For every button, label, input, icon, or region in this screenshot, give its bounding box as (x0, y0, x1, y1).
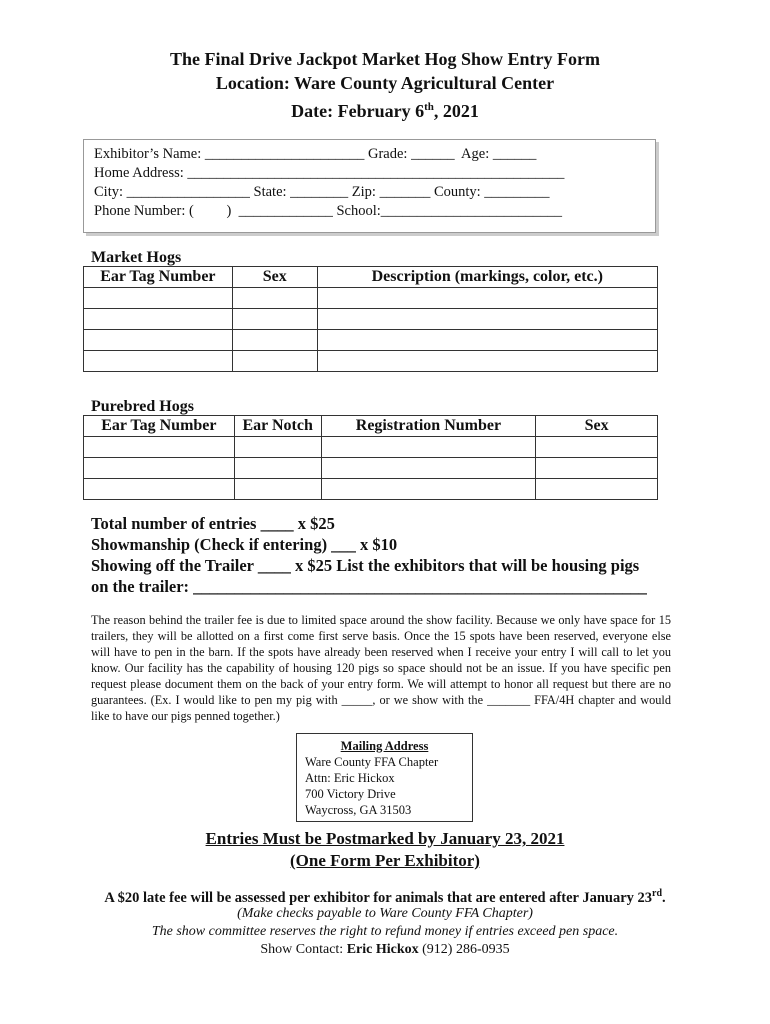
table-row (84, 309, 658, 330)
exhibitor-info-box (83, 139, 656, 233)
table-cell[interactable] (84, 479, 235, 500)
table-cell[interactable] (84, 458, 235, 479)
table-cell[interactable] (317, 309, 657, 330)
col-sex: Sex (232, 267, 317, 288)
date-prefix: Date: February 6 (291, 101, 425, 121)
table-row (84, 437, 658, 458)
col-sex: Sex (536, 416, 658, 437)
refund-note: The show committee reserves the right to refund money if entries exceed pen space. (151, 924, 619, 939)
table-cell[interactable] (317, 330, 657, 351)
mailing-line: Attn: Eric Hickox (305, 771, 395, 785)
contact-label: Show Contact: (260, 942, 347, 957)
table-cell[interactable] (84, 330, 233, 351)
trailer-line[interactable]: Showing off the Trailer ____ x $25 List the exhibitors that will be housing pigs (91, 556, 640, 575)
mailing-address-header: Mailing Address (340, 739, 429, 753)
contact-phone: (912) 286-0935 (418, 942, 510, 957)
deadline-line: Entries Must be Postmarked by January 23, 2021 (205, 829, 565, 848)
mailing-line: Waycross, GA 31503 (305, 803, 412, 817)
trailer-fee-note: The reason behind the trailer fee is due to limited space around the show facility. Because we only have space for 15 trailers, they will be allotted on a first come first serve basis. Once the 15 spots have been reserved, everyone else will have to pen in the barn. If the spots have already been reserved when I receive your entry I will call to let you know. Our facility has the capability of housing 120 pigs so space should not be an issue. If you have specific pen request please document them on the back of your entry form. We will attempt to honor all request but there are no guarantees. (Ex. I would like to pen my pig with _____, or we show with the _______ FFA/4H chapter and would like to have our pigs penned together.) (91, 613, 671, 723)
showmanship-line[interactable]: Showmanship (Check if entering) ___ x $10 (91, 535, 398, 554)
col-ear-tag: Ear Tag Number (84, 267, 233, 288)
table-cell[interactable] (84, 288, 233, 309)
mailing-line: Ware County FFA Chapter (305, 755, 439, 769)
purebred-hogs-table (83, 415, 658, 500)
date-suffix: , 2021 (433, 101, 479, 121)
table-row (84, 351, 658, 372)
table-cell[interactable] (234, 479, 321, 500)
late-fee-text: A $20 late fee will be assessed per exhibitor for animals that are entered after January 23 (104, 889, 653, 906)
table-row (84, 458, 658, 479)
table-row (84, 330, 658, 351)
table-cell[interactable] (536, 437, 658, 458)
form-date (0, 96, 770, 122)
table-header-row (84, 267, 658, 288)
col-ear-tag: Ear Tag Number (84, 416, 235, 437)
purebred-hogs-label: Purebred Hogs (91, 398, 194, 415)
show-contact (0, 941, 770, 959)
table-cell[interactable] (321, 437, 536, 458)
table-cell[interactable] (321, 479, 536, 500)
mailing-line: 700 Victory Drive (305, 787, 396, 801)
market-hogs-table (83, 266, 658, 372)
table-cell[interactable] (232, 330, 317, 351)
table-cell[interactable] (536, 479, 658, 500)
form-title: The Final Drive Jackpot Market Hog Show Entry Form (170, 49, 600, 69)
col-ear-notch: Ear Notch (234, 416, 321, 437)
col-description: Description (markings, color, etc.) (317, 267, 657, 288)
table-cell[interactable] (232, 288, 317, 309)
total-entries-line[interactable]: Total number of entries ____ x $25 (91, 514, 335, 533)
form-location: Location: Ware County Agricultural Center (215, 73, 555, 93)
checks-payable-note: (Make checks payable to Ware County FFA Chapter) (237, 906, 533, 921)
table-cell[interactable] (84, 309, 233, 330)
one-form-note: (One Form Per Exhibitor) (290, 851, 480, 870)
late-fee-sup: rd (652, 888, 663, 899)
market-hogs-label: Market Hogs (91, 249, 182, 266)
table-cell[interactable] (317, 288, 657, 309)
contact-name: Eric Hickox (346, 942, 419, 957)
table-cell[interactable] (317, 351, 657, 372)
table-cell[interactable] (536, 458, 658, 479)
table-cell[interactable] (84, 351, 233, 372)
late-fee-end: . (662, 889, 666, 906)
table-cell[interactable] (234, 437, 321, 458)
mailing-address-box (296, 733, 473, 822)
col-registration: Registration Number (321, 416, 536, 437)
table-cell[interactable] (232, 309, 317, 330)
table-row (84, 288, 658, 309)
table-row (84, 479, 658, 500)
trailer-exhibitors-line[interactable]: on the trailer: _______________________________________________________ (91, 577, 647, 596)
city-state-line[interactable]: City: _________________ State: ________ Zip: _______ County: _________ (94, 184, 550, 200)
table-cell[interactable] (84, 437, 235, 458)
exhibitor-name-line[interactable]: Exhibitor’s Name: ______________________ Grade: ______ Age: ______ (94, 146, 537, 162)
home-address-line[interactable]: Home Address: ____________________________________________________ (94, 165, 565, 181)
late-fee-notice (0, 885, 770, 907)
table-cell[interactable] (234, 458, 321, 479)
table-header-row (84, 416, 658, 437)
table-cell[interactable] (321, 458, 536, 479)
table-cell[interactable] (232, 351, 317, 372)
phone-school-line[interactable]: Phone Number: ( ) _____________ School:_________________________ (94, 203, 563, 219)
date-sup: th (424, 101, 434, 113)
